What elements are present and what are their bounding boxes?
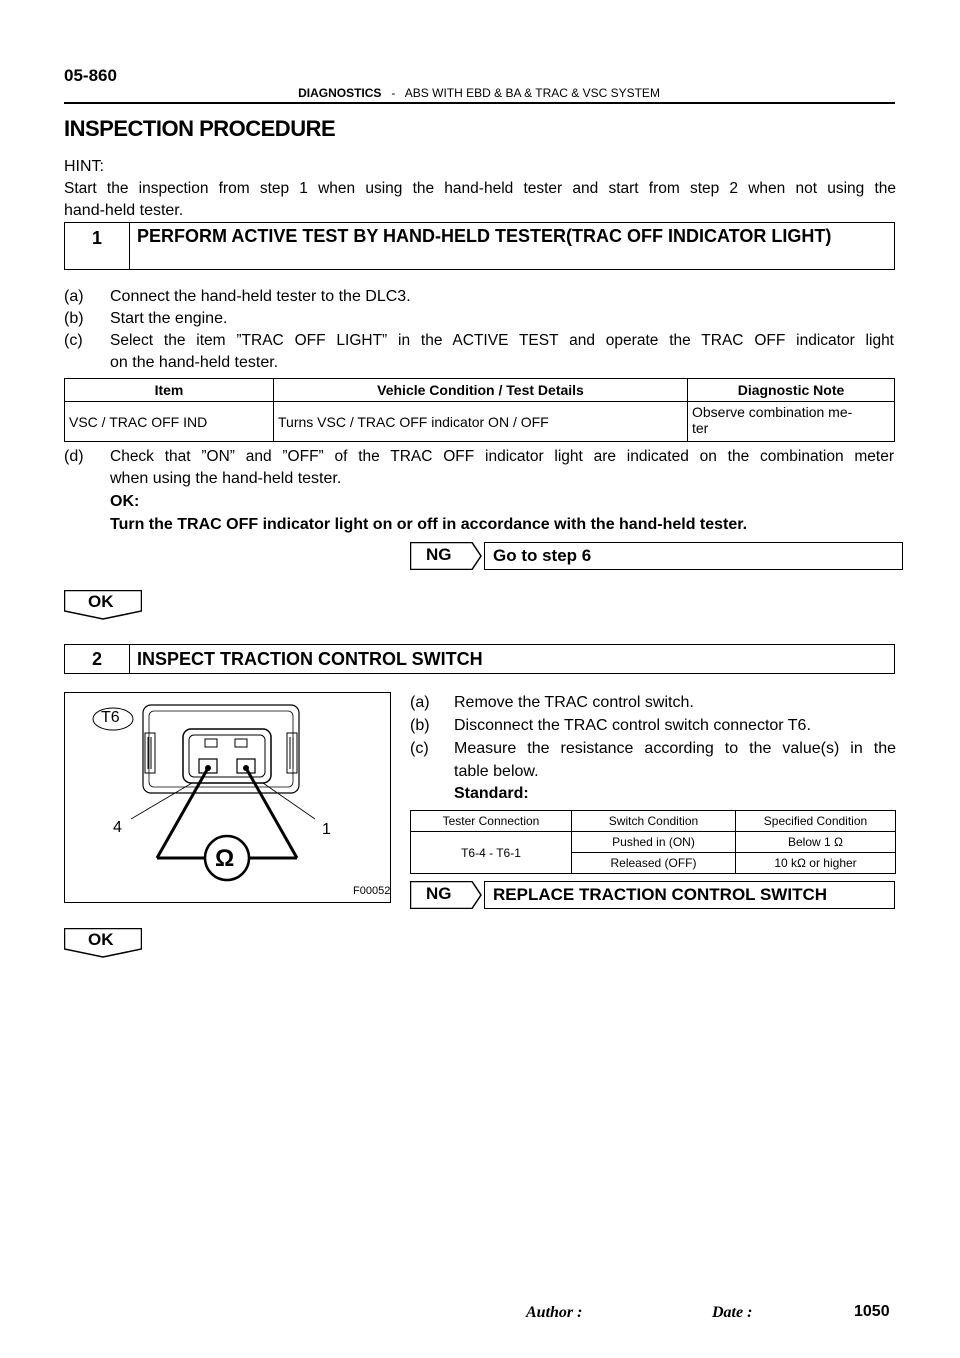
td-item: VSC / TRAC OFF IND: [65, 402, 274, 442]
page-code: 05-860: [64, 66, 117, 85]
connector-label: T6: [101, 709, 120, 726]
header-section: DIAGNOSTICS: [298, 86, 382, 100]
ng-label-1: NG: [426, 545, 452, 564]
standard-label: Standard:: [454, 785, 529, 802]
header-rule: [64, 102, 895, 104]
td-tester-connection: T6-4 - T6-1: [411, 832, 572, 874]
step-1-item-d-line2: when using the hand-held tester.: [110, 470, 342, 487]
td-vehicle-condition: Turns VSC / TRAC OFF indicator ON / OFF: [274, 402, 688, 442]
ok-criteria-label: OK:: [110, 493, 140, 510]
header-separator: -: [391, 86, 396, 100]
step-2-box: [64, 644, 895, 674]
ng-arrow-2: [410, 881, 482, 909]
step-2-number: 2: [65, 645, 130, 673]
td-switch-off: Released (OFF): [572, 853, 736, 874]
th-tester-connection: Tester Connection: [411, 811, 572, 832]
td-diagnostic-note: Observe combination me- ter: [688, 402, 895, 442]
connector-figure: [64, 692, 391, 903]
active-test-table: [64, 378, 895, 442]
hint-line-2: hand-held tester.: [64, 202, 184, 219]
ng-action-replace-switch: REPLACE TRACTION CONTROL SWITCH: [484, 881, 895, 909]
td-spec-off: 10 kΩ or higher: [736, 853, 896, 874]
author-label: Author :: [526, 1304, 583, 1321]
th-vehicle-condition: Vehicle Condition / Test Details: [274, 379, 688, 402]
step-2-item-c-line2: table below.: [454, 763, 539, 780]
ng-label-2: NG: [426, 884, 452, 903]
date-label: Date :: [712, 1304, 753, 1321]
ok-criteria-text: Turn the TRAC OFF indicator light on or off in accordance with the hand-held tester.: [110, 516, 748, 533]
footer-page-number: 1050: [854, 1303, 890, 1320]
ok-label-1: OK: [88, 592, 114, 611]
th-switch-condition: Switch Condition: [572, 811, 736, 832]
th-item: Item: [65, 379, 274, 402]
step-1-title: PERFORM ACTIVE TEST BY HAND-HELD TESTER(TRAC OFF INDICATOR LIGHT): [137, 226, 832, 246]
pin-label-1: 1: [322, 821, 331, 838]
hint-line-1: Start the inspection from step 1 when using the hand-held tester and start from step 2 when not using the: [64, 180, 896, 197]
th-diagnostic-note: Diagnostic Note: [688, 379, 895, 402]
header-subsection: ABS WITH EBD & BA & TRAC & VSC SYSTEM: [404, 86, 660, 100]
running-header: [64, 86, 894, 100]
ok-label-2: OK: [88, 930, 114, 949]
ok-marker-2: [64, 928, 142, 958]
step-2-title: INSPECT TRACTION CONTROL SWITCH: [137, 649, 483, 669]
ohmmeter-symbol: Ω: [215, 845, 235, 872]
td-spec-on: Below 1 Ω: [736, 832, 896, 853]
td-switch-on: Pushed in (ON): [572, 832, 736, 853]
step-1-box: [64, 222, 895, 270]
page-title: INSPECTION PROCEDURE: [64, 116, 336, 141]
step-1-number: 1: [65, 223, 130, 269]
resistance-spec-table: [410, 810, 896, 874]
ng-action-go-to-step-6: Go to step 6: [484, 542, 903, 570]
figure-code: F00052: [353, 885, 391, 897]
step-1-item-c-line2: on the hand-held tester.: [110, 354, 279, 371]
ok-marker-1: [64, 590, 142, 620]
ng-arrow-1: [410, 542, 482, 570]
pin-label-4: 4: [113, 819, 122, 836]
th-specified-condition: Specified Condition: [736, 811, 896, 832]
hint-label: HINT:: [64, 158, 104, 175]
